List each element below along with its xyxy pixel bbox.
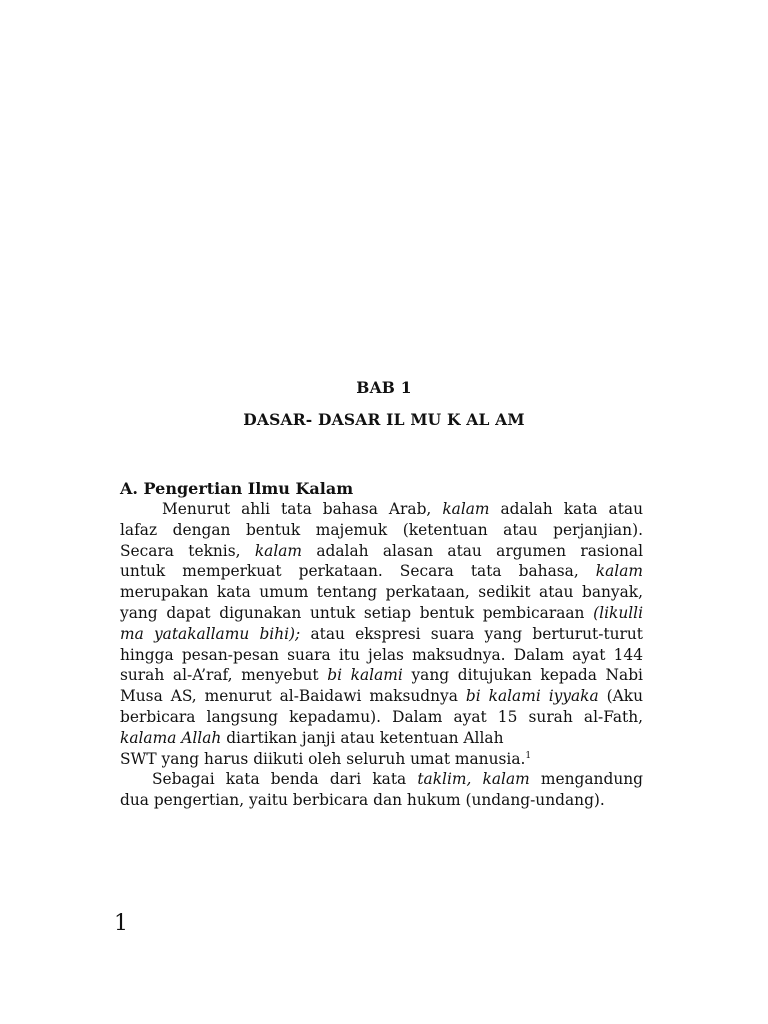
body-text bbox=[120, 499, 643, 811]
paragraph-line: merupakan kata umum tentang perkataan, sedikit atau banyak, bbox=[120, 583, 643, 602]
paragraph-line: SWT yang harus diikuti oleh seluruh umat manusia.$^1$ bbox=[120, 749, 532, 768]
paragraph-line: berbicara langsung kepadamu). Dalam ayat 15 surah al-Fath, bbox=[120, 707, 643, 726]
paragraph-line: hingga pesan-pesan suara itu jelas maksudnya. Dalam ayat 144 bbox=[120, 645, 643, 664]
paragraph-line: lafaz dengan bentuk majemuk (ketentuan atau perjanjian). bbox=[120, 520, 643, 539]
paragraph-line: Sebagai kata benda dari kata taklim, kalam mengandung bbox=[152, 770, 643, 789]
paragraph-line: Musa AS, menurut al-Baidawi maksudnya bi kalami iyyaka (Aku bbox=[120, 687, 644, 706]
footnote-marker[interactable]: 1 bbox=[525, 750, 532, 761]
paragraph-line: kalama Allah diartikan janji atau ketentuan Allah bbox=[120, 728, 504, 747]
chapter-title: DASAR- DASAR IL MU K AL AM bbox=[243, 410, 525, 429]
page-number: 1 bbox=[114, 911, 128, 936]
paragraph-line: untuk memperkuat perkataan. Secara tata bahasa, kalam bbox=[120, 562, 643, 581]
paragraph-line: ma yatakallamu bihi); atau ekspresi suara yang berturut-turut bbox=[120, 624, 643, 643]
paragraph-line: dua pengertian, yaitu berbicara dan hukum (undang-undang). bbox=[120, 791, 605, 810]
paragraph-line: yang dapat digunakan untuk setiap bentuk pembicaraan (likulli bbox=[120, 603, 643, 622]
section-heading: A. Pengertian Ilmu Kalam bbox=[120, 479, 354, 498]
paragraph-line: Menurut ahli tata bahasa Arab, kalam adalah kata atau bbox=[162, 500, 643, 518]
chapter-number: BAB 1 bbox=[356, 378, 412, 397]
paragraph-line: Secara teknis, kalam adalah alasan atau argumen rasional bbox=[120, 541, 643, 560]
paragraph-line: surah al-A’raf, menyebut bi kalami yang ditujukan kepada Nabi bbox=[120, 666, 643, 685]
